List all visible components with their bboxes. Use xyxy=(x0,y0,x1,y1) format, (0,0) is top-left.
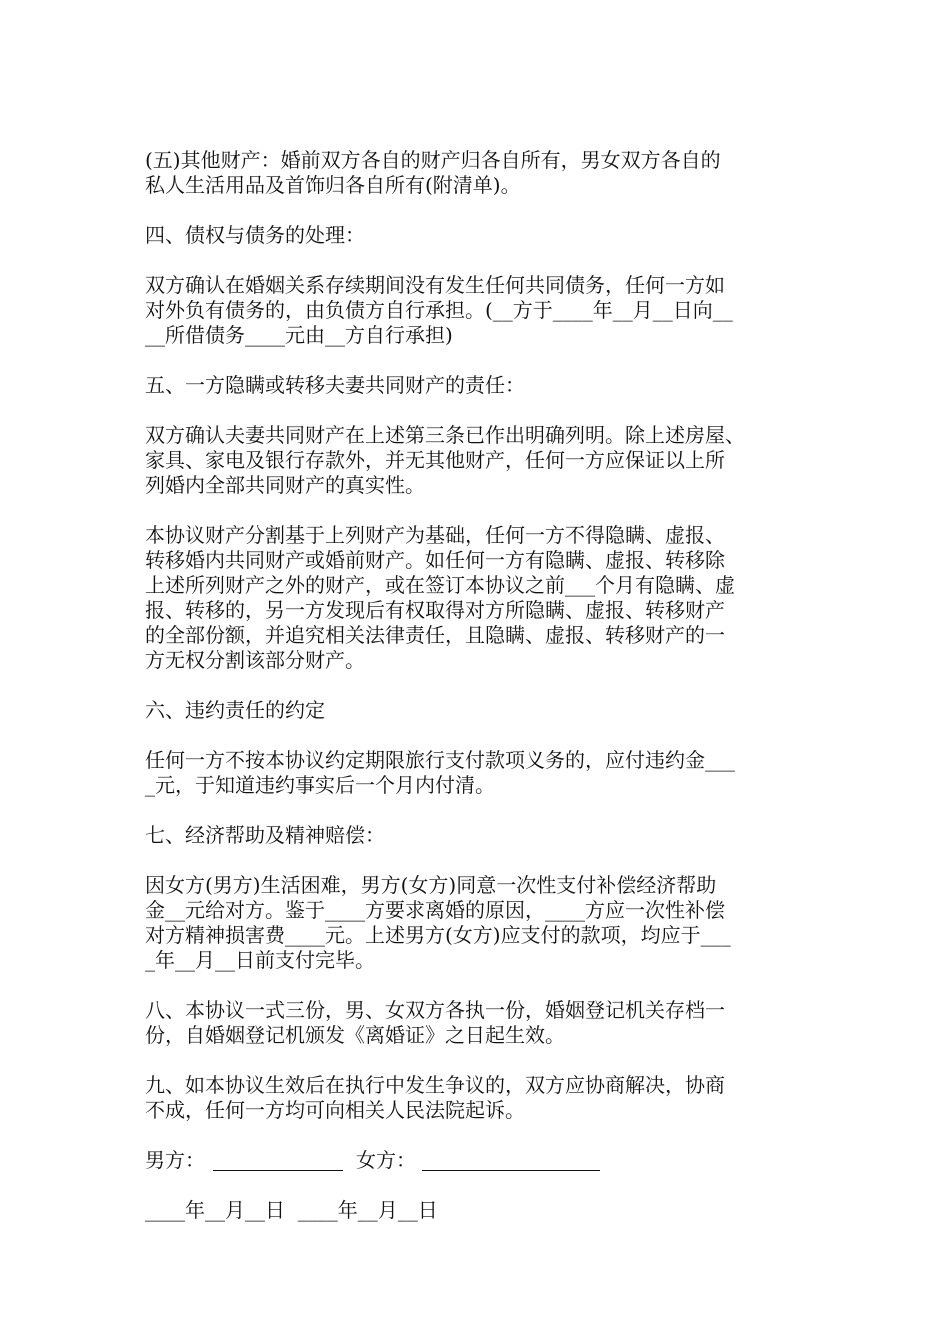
paragraph-line: 四、债权与债务的处理： xyxy=(145,223,365,247)
paragraph-line: 列婚内全部共同财产的真实性。 xyxy=(145,473,425,497)
female-signature-label: 女方： xyxy=(356,1148,416,1172)
paragraph xyxy=(145,423,815,498)
paragraph-line: 本协议财产分割基于上列财产为基础，任何一方不得隐瞒、虚报、 xyxy=(145,523,725,547)
paragraph xyxy=(145,698,815,723)
paragraph-line: 的全部份额，并追究相关法律责任，且隐瞒、虚报、转移财产的一 xyxy=(145,623,725,647)
paragraph xyxy=(145,148,815,198)
paragraph-line: 金__元给对方。鉴于____方要求离婚的原因，____方应一次性补偿 xyxy=(145,898,725,922)
male-signature-line xyxy=(213,1150,343,1171)
paragraph-line: 对方精神损害费____元。上述男方(女方)应支付的款项，均应于___ xyxy=(145,923,731,947)
paragraph-line: 份，自婚姻登记机颁发《离婚证》之日起生效。 xyxy=(145,1023,565,1047)
paragraph-line: 双方确认在婚姻关系存续期间没有发生任何共同债务，任何一方如 xyxy=(145,273,725,297)
document-body xyxy=(145,148,815,1123)
paragraph xyxy=(145,273,815,348)
signature-row xyxy=(145,1148,815,1173)
paragraph xyxy=(145,1073,815,1123)
paragraph-line: 私人生活用品及首饰归各自所有(附清单)。 xyxy=(145,173,521,197)
paragraph-line: 上述所列财产之外的财产，或在签订本协议之前___个月有隐瞒、虚 xyxy=(145,573,735,597)
paragraph-line: 任何一方不按本协议约定期限旅行支付款项义务的，应付违约金___ xyxy=(145,748,735,772)
paragraph-line: 对外负有债务的，由负债方自行承担。(__方于____年__月__日向__ xyxy=(145,298,733,322)
paragraph-line: 五、一方隐瞒或转移夫妻共同财产的责任： xyxy=(145,373,525,397)
male-signature-label: 男方： xyxy=(145,1148,205,1172)
paragraph xyxy=(145,998,815,1048)
paragraph-line: (五)其他财产：婚前双方各自的财产归各自所有，男女双方各自的 xyxy=(145,148,721,172)
paragraph-line: 双方确认夫妻共同财产在上述第三条已作出明确列明。除上述房屋、 xyxy=(145,423,745,447)
paragraph-line: 报、转移的，另一方发现后有权取得对方所隐瞒、虚报、转移财产 xyxy=(145,598,725,622)
paragraph-line: 八、本协议一式三份，男、女双方各执一份，婚姻登记机关存档一 xyxy=(145,998,725,1022)
paragraph-line: 六、违约责任的约定 xyxy=(145,698,325,722)
paragraph-line: 九、如本协议生效后在执行中发生争议的，双方应协商解决，协商 xyxy=(145,1073,725,1097)
paragraph xyxy=(145,748,815,798)
paragraph xyxy=(145,223,815,248)
paragraph-line: 方无权分割该部分财产。 xyxy=(145,648,365,672)
paragraph-line: _元，于知道违约事实后一个月内付清。 xyxy=(145,773,495,797)
paragraph-line: 转移婚内共同财产或婚前财产。如任何一方有隐瞒、虚报、转移除 xyxy=(145,548,725,572)
date-line: ____年__月__日 ____年__月__日 xyxy=(145,1198,438,1222)
paragraph xyxy=(145,873,815,973)
paragraph-line: __所借债务____元由__方自行承担) xyxy=(145,323,453,347)
paragraph-line: _年__月__日前支付完毕。 xyxy=(145,948,375,972)
paragraph xyxy=(145,823,815,848)
paragraph-line: 七、经济帮助及精神赔偿： xyxy=(145,823,385,847)
paragraph xyxy=(145,523,815,673)
paragraph xyxy=(145,373,815,398)
document-page xyxy=(145,148,815,1248)
female-signature-line xyxy=(422,1150,600,1171)
paragraph-line: 因女方(男方)生活困难，男方(女方)同意一次性支付补偿经济帮助 xyxy=(145,873,717,897)
paragraph-line: 家具、家电及银行存款外，并无其他财产，任何一方应保证以上所 xyxy=(145,448,725,472)
paragraph-line: 不成，任何一方均可向相关人民法院起诉。 xyxy=(145,1098,525,1122)
